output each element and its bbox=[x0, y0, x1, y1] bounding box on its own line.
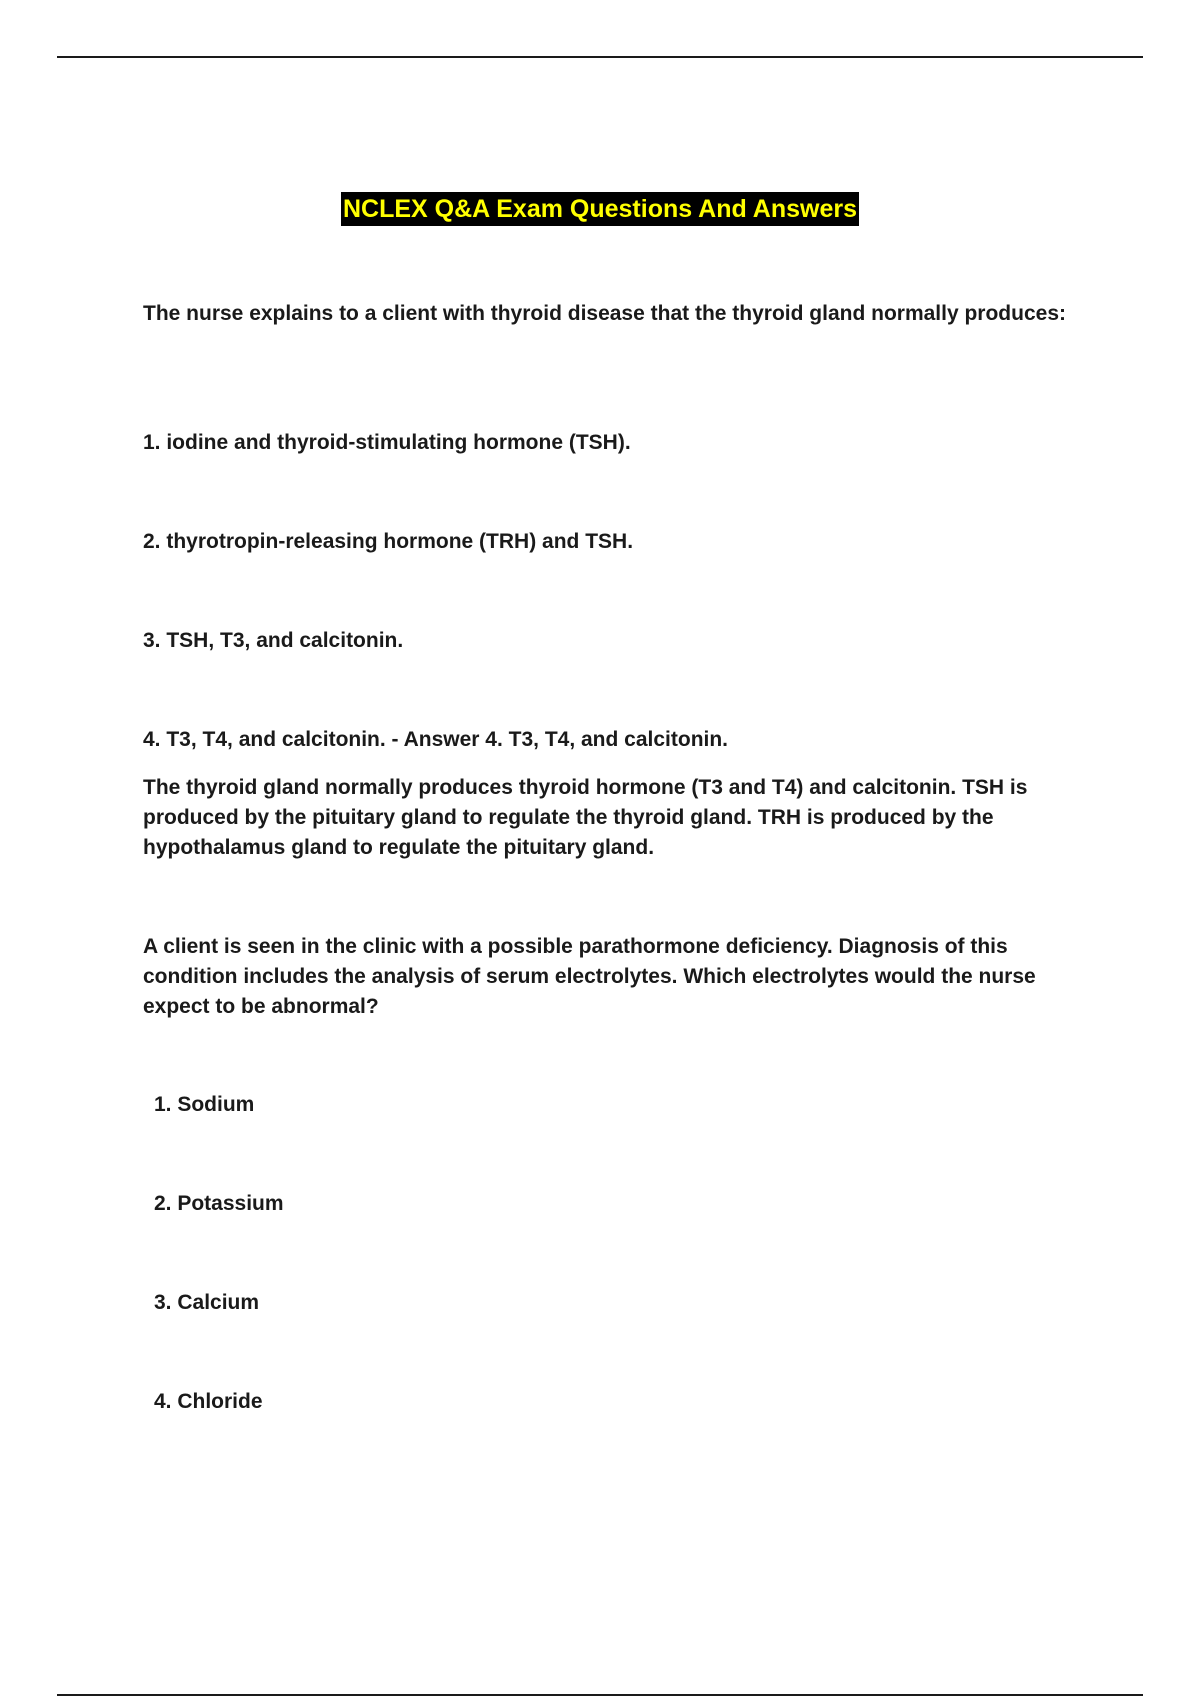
header-rule bbox=[57, 56, 1143, 58]
title-container bbox=[0, 192, 1200, 226]
question-2-option-2: 2. Potassium bbox=[154, 1192, 284, 1215]
question-1-option-1: 1. iodine and thyroid-stimulating hormone (TSH). bbox=[143, 431, 631, 454]
question-1-option-2: 2. thyrotropin-releasing hormone (TRH) and TSH. bbox=[143, 530, 634, 553]
question-2-option-1: 1. Sodium bbox=[154, 1093, 255, 1116]
question-1-stem: The nurse explains to a client with thyroid disease that the thyroid gland normally produces: bbox=[143, 302, 1066, 325]
question-2-stem: A client is seen in the clinic with a possible parathormone deficiency. Diagnosis of this condition includes the analysis of serum electrolytes. Which electrolytes would the nurse expect to be abnormal? bbox=[143, 935, 1036, 1018]
question-2-option-4: 4. Chloride bbox=[154, 1390, 263, 1413]
question-1-rationale: The thyroid gland normally produces thyroid hormone (T3 and T4) and calcitonin. TSH is produced by the pituitary gland to regulate the thyroid gland. TRH is produced by the hypothalamus gland to regulate the pituitary gland. bbox=[143, 776, 1028, 859]
question-1-option-3: 3. TSH, T3, and calcitonin. bbox=[143, 629, 404, 652]
question-1-option-4-answer: 4. T3, T4, and calcitonin. - Answer 4. T3, T4, and calcitonin. bbox=[143, 728, 729, 751]
footer-rule bbox=[57, 1694, 1143, 1696]
question-2-option-3: 3. Calcium bbox=[154, 1291, 260, 1314]
document-title: NCLEX Q&A Exam Questions And Answers bbox=[341, 192, 859, 226]
